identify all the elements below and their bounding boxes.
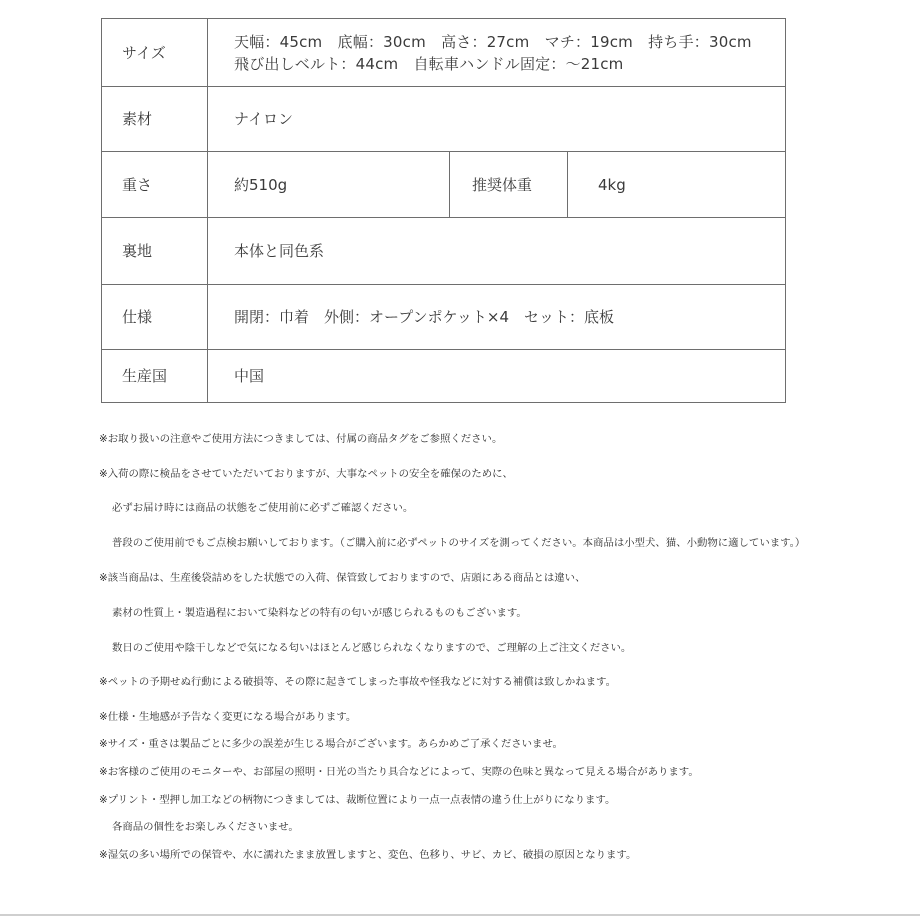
note-item: 必ずお届け時には商品の状態をご使用前に必ずご確認ください。 xyxy=(112,502,414,514)
note-item: 数日のご使用や陰干しなどで気になる匂いはほとんど感じられなくなりますので、ご理解の上ご注文ください。 xyxy=(112,642,632,654)
recommended-weight-value: 4kg xyxy=(568,152,786,218)
specification-label: 仕様 xyxy=(102,285,208,350)
spec-row-origin xyxy=(102,350,786,403)
spec-row-specification xyxy=(102,285,786,350)
weight-label: 重さ xyxy=(102,152,208,218)
origin-value: 中国 xyxy=(208,350,786,403)
lining-value: 本体と同色系 xyxy=(208,218,786,285)
lining-label: 裏地 xyxy=(102,218,208,285)
size-line-1: 天幅：45cm 底幅：30cm 高さ：27cm マチ：19cm 持ち手：30cm xyxy=(234,32,752,51)
spec-row-size xyxy=(102,19,786,87)
spec-table xyxy=(101,18,786,403)
note-item: ※お客様のご使用のモニターや、お部屋の照明・日光の当たり具合などによって、実際の色味と異なって見える場合があります。 xyxy=(99,766,699,778)
spec-row-lining xyxy=(102,218,786,285)
spec-row-weight xyxy=(102,152,786,218)
specification-value: 開閉：巾着 外側：オープンポケット×4 セット：底板 xyxy=(208,285,786,350)
note-item: ※仕様・生地感が予告なく変更になる場合があります。 xyxy=(99,711,357,723)
weight-value: 約510g xyxy=(208,152,450,218)
spec-row-material xyxy=(102,87,786,152)
origin-label: 生産国 xyxy=(102,350,208,403)
note-item: ※ペットの予期せぬ行動による破損等、その際に起きてしまった事故や怪我などに対する補償は致しかねます。 xyxy=(99,676,617,688)
material-value: ナイロン xyxy=(208,87,786,152)
note-item: ※該当商品は、生産後袋詰めをした状態での入荷、保管致しておりますので、店頭にある商品とは違い、 xyxy=(99,572,586,584)
note-item: 普段のご使用前でもご点検お願いしております。（ご購入前に必ずペットのサイズを測ってください。本商品は小型犬、猫、小動物に適しています。） xyxy=(112,537,806,549)
recommended-weight-label: 推奨体重 xyxy=(450,152,568,218)
size-value xyxy=(208,19,786,87)
note-item: 素材の性質上・製造過程において染料などの特有の匂いが感じられるものもございます。 xyxy=(112,607,527,619)
size-label: サイズ xyxy=(102,19,208,87)
bottom-divider xyxy=(0,914,920,916)
note-item: ※プリント・型押し加工などの柄物につきましては、裁断位置により一点一点表情の違う仕上がりになります。 xyxy=(99,794,616,806)
note-item: ※入荷の際に検品をさせていただいておりますが、大事なペットの安全を確保のために、 xyxy=(99,468,513,480)
size-line-2: 飛び出しベルト：44cm 自転車ハンドル固定：～21cm xyxy=(234,54,624,73)
note-item: ※お取り扱いの注意やご使用方法につきましては、付属の商品タグをご参照ください。 xyxy=(99,433,503,445)
note-item: ※サイズ・重さは製品ごとに多少の誤差が生じる場合がございます。あらかめご了承くださいませ。 xyxy=(99,738,563,750)
note-item: 各商品の個性をお楽しみくださいませ。 xyxy=(112,821,299,833)
note-item: ※湿気の多い場所での保管や、水に濡れたまま放置しますと、変色、色移り、サビ、カビ、破損の原因となります。 xyxy=(99,849,637,861)
material-label: 素材 xyxy=(102,87,208,152)
